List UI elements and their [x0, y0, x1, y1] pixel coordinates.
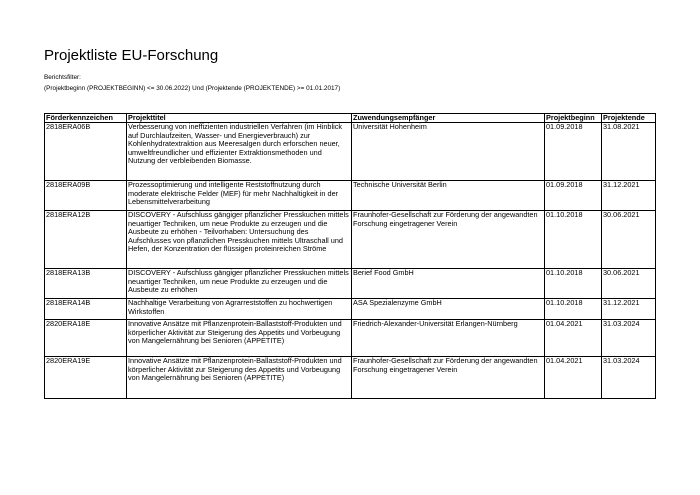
cell-recipient: Berief Food GmbH [352, 269, 545, 299]
cell-start-date: 01.04.2021 [545, 357, 602, 399]
cell-end-date: 31.12.2021 [602, 181, 656, 211]
cell-project-title: Innovative Ansätze mit Pflanzenprotein-Ballaststoff-Produkten und körperlicher Aktivität zur Steigerung des Appetits und Vorbeugung von Mangelernährung bei Senioren (APPETITE) [127, 357, 352, 399]
cell-recipient: Universität Hohenheim [352, 123, 545, 181]
column-header-start-date: Projektbeginn [545, 114, 602, 123]
cell-funding-code: 2818ERA13B [45, 269, 127, 299]
report-filter-text: (Projektbeginn (PROJEKTBEGINN) <= 30.06.2022) Und (Projektende (PROJEKTENDE) >= 01.01.2017) [44, 85, 341, 92]
cell-end-date: 30.06.2021 [602, 211, 656, 269]
cell-start-date: 01.09.2018 [545, 181, 602, 211]
table-header-row [45, 114, 656, 123]
cell-end-date: 31.08.2021 [602, 123, 656, 181]
cell-start-date: 01.10.2018 [545, 299, 602, 320]
table-row [45, 211, 656, 269]
cell-funding-code: 2818ERA12B [45, 211, 127, 269]
cell-funding-code: 2820ERA18E [45, 320, 127, 357]
table-row [45, 299, 656, 320]
report-filter-label: Berichtsfilter: [44, 74, 81, 81]
table-row [45, 269, 656, 299]
cell-start-date: 01.04.2021 [545, 320, 602, 357]
table-row [45, 357, 656, 399]
cell-project-title: DISCOVERY - Aufschluss gängiger pflanzlicher Presskuchen mittels neuartiger Techniken, um neue Produkte zu erzeugen und die Ausbeute zu erhöhen - Teilvorhaben: Untersuchung des Aufschlusses von pflanzlichen Presskuchen mittels Ultraschall und Hefen, der Konzentration der flüssigen proteinreichen Ströme [127, 211, 352, 269]
table-row [45, 181, 656, 211]
cell-end-date: 31.03.2024 [602, 320, 656, 357]
cell-funding-code: 2818ERA06B [45, 123, 127, 181]
cell-end-date: 31.03.2024 [602, 357, 656, 399]
column-header-project-title: Projekttitel [127, 114, 352, 123]
column-header-recipient: Zuwendungsempfänger [352, 114, 545, 123]
page-title: Projektliste EU-Forschung [44, 47, 219, 64]
cell-project-title: Nachhaltige Verarbeitung von Agrarreststoffen zu hochwertigen Wirkstoffen [127, 299, 352, 320]
cell-end-date: 31.12.2021 [602, 299, 656, 320]
cell-project-title: Verbesserung von ineffizienten industriellen Verfahren (im Hinblick auf Durchlaufzeiten, Wasser- und Energieverbrauch) zur Kohlenhydratextraktion aus Meeresalgen durch erforschen neuer, umweltfreundlicher und effizienter Extraktionsmethoden und Nutzung der verbleibenden Biomasse. [127, 123, 352, 181]
cell-project-title: Innovative Ansätze mit Pflanzenprotein-Ballaststoff-Produkten und körperlicher Aktivität zur Steigerung des Appetits und Vorbeugung von Mangelernährung bei Senioren (APPETITE) [127, 320, 352, 357]
cell-project-title: Prozessoptimierung und intelligente Reststoffnutzung durch moderate elektrische Felder (MEF) für mehr Nachhaltigkeit in der Lebensmittelverarbeitung [127, 181, 352, 211]
cell-start-date: 01.10.2018 [545, 269, 602, 299]
cell-end-date: 30.06.2021 [602, 269, 656, 299]
table-row [45, 320, 656, 357]
column-header-funding-code: Förderkennzeichen [45, 114, 127, 123]
cell-recipient: Technische Universität Berlin [352, 181, 545, 211]
cell-start-date: 01.10.2018 [545, 211, 602, 269]
cell-funding-code: 2818ERA14B [45, 299, 127, 320]
cell-recipient: Friedrich-Alexander-Universität Erlangen-Nürnberg [352, 320, 545, 357]
table-row [45, 123, 656, 181]
cell-start-date: 01.09.2018 [545, 123, 602, 181]
cell-recipient: Fraunhofer-Gesellschaft zur Förderung der angewandten Forschung eingetragener Verein [352, 357, 545, 399]
column-header-end-date: Projektende [602, 114, 656, 123]
cell-recipient: ASA Spezialenzyme GmbH [352, 299, 545, 320]
project-table [44, 113, 656, 399]
cell-funding-code: 2818ERA09B [45, 181, 127, 211]
cell-recipient: Fraunhofer-Gesellschaft zur Förderung der angewandten Forschung eingetragener Verein [352, 211, 545, 269]
cell-project-title: DISCOVERY - Aufschluss gängiger pflanzlicher Presskuchen mittels neuartiger Techniken, um neue Produkte zu erzeugen und die Ausbeute zu erhöhen [127, 269, 352, 299]
cell-funding-code: 2820ERA19E [45, 357, 127, 399]
